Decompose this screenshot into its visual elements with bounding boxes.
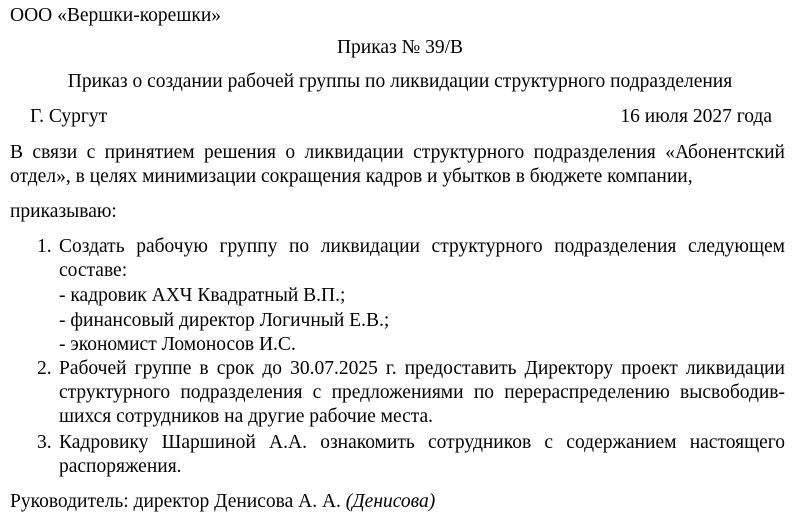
preamble-line: В связи с принятием решения о ликвидации структурного подразделения «Абонентский [10,142,785,163]
order-title: Приказ о создании рабочей группы по ликвидации структурного подразделения [67,71,733,92]
item-text-line: Создать рабочую группу по ликвидации структурного подразделения следующем [59,236,785,257]
item-text-line: Кадровику Шаршиной А.А. ознакомить сотрудников с содержанием настоящего [59,432,785,453]
member-list-item: - экономист Ломоносов И.С. [59,334,296,355]
item-text-line: Рабочей группе в срок до 30.07.2025 г. предоставить Директору проект ликвидации [59,358,785,379]
signature-label: Руководитель: директор Денисова А. А. [10,491,341,512]
member-list-item: - финансовый директор Логичный Е.В.; [59,310,390,331]
order-date: 16 июля 2027 года [620,106,772,127]
order-number: Приказ № 39/В [336,37,464,58]
member-list-item: - кадровик АХЧ Квадратный В.П.; [59,285,346,306]
item-number: 1. [37,236,52,257]
city: Г. Сургут [30,106,108,127]
item-number: 3. [37,432,52,453]
organization-name: ООО «Вершки-корешки» [10,5,222,26]
preamble-line: отдел», в целях минимизации сокращения кадров и убытков в бюджете компании, [10,166,693,187]
handwritten-signature: (Денисова) [345,491,436,512]
item-text-line: шихся сотрудников на другие рабочие места. [59,406,434,427]
item-text-line: структурного подразделения с предложениями по перераспределению высвободив- [59,382,785,403]
item-number: 2. [37,358,52,379]
item-text-line: составе: [59,260,128,281]
order-word: приказываю: [10,201,117,222]
item-text-line: распоряжения. [59,456,182,477]
signature-line [10,490,435,514]
